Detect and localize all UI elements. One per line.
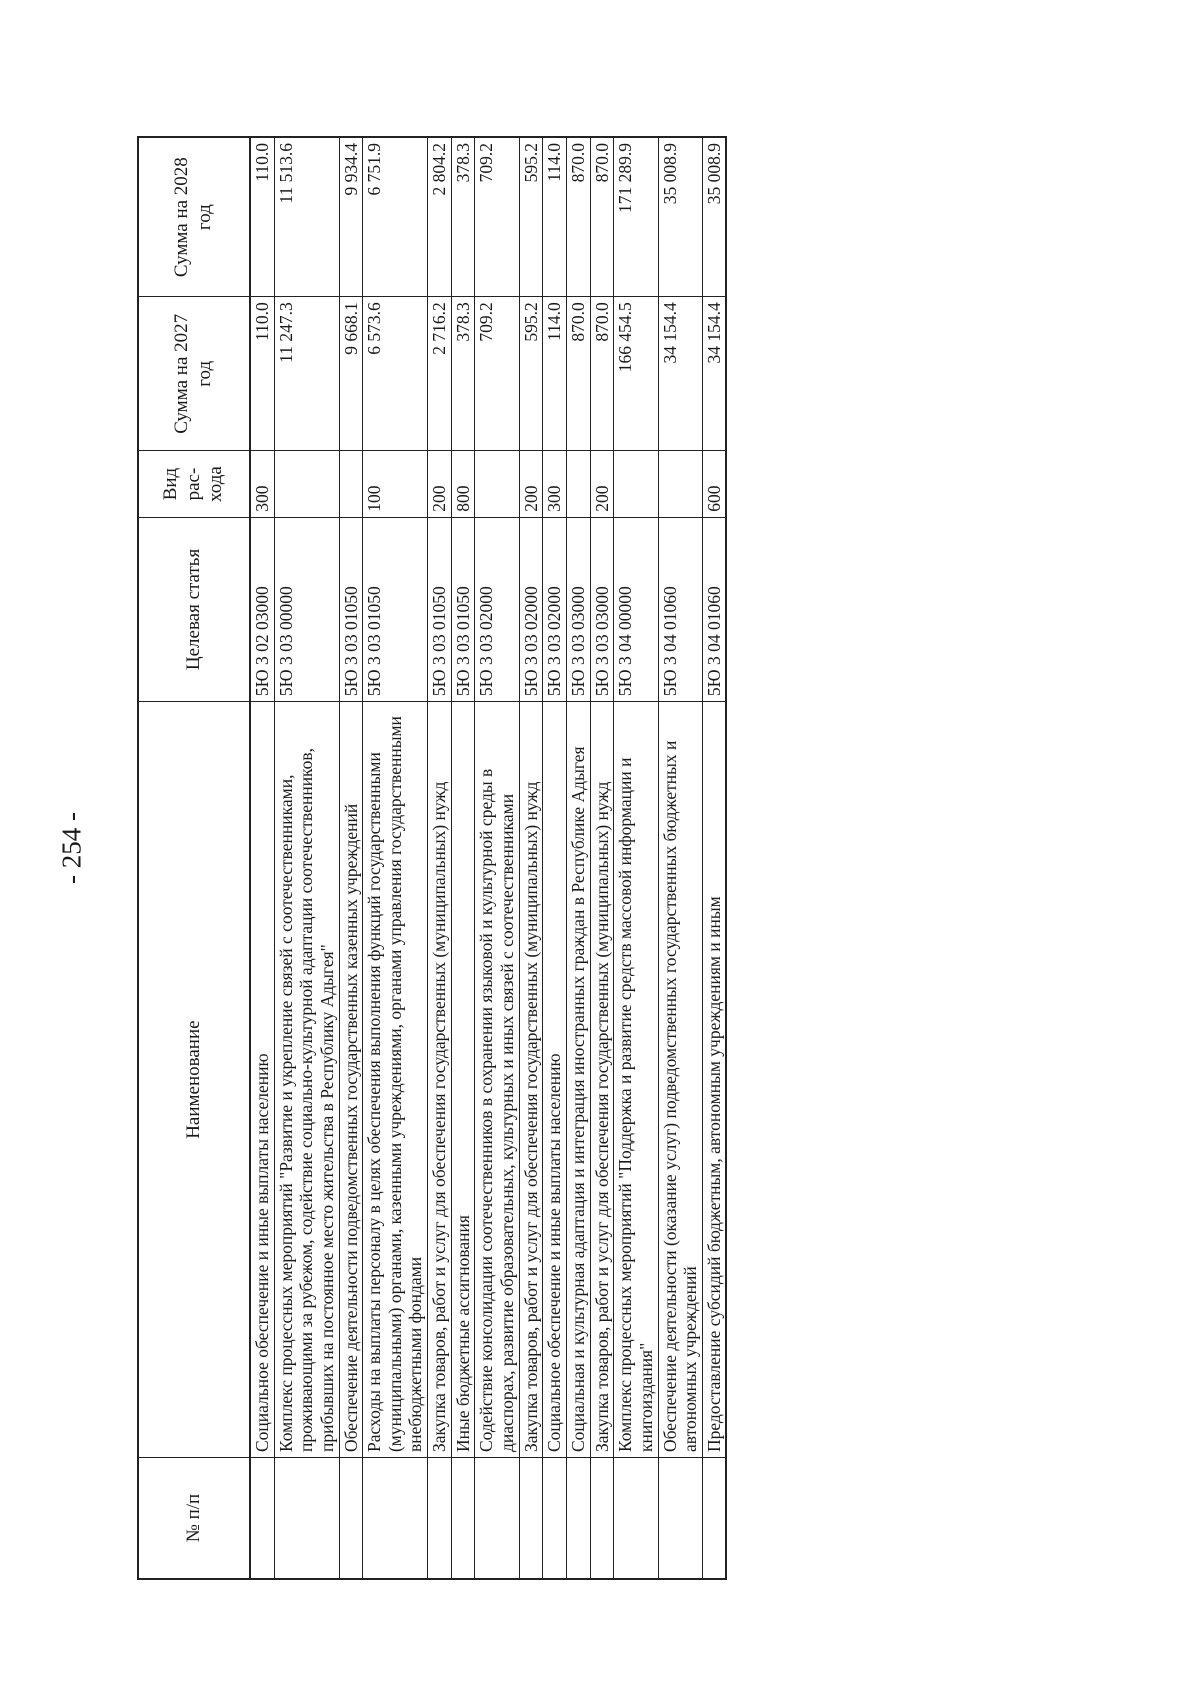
table-header-row [138, 137, 250, 1579]
table-row [566, 137, 590, 1579]
row-number [428, 1458, 452, 1579]
row-code: 5Ю 3 03 03000 [590, 517, 614, 701]
row-sum-2028: 11 513.6 [274, 137, 339, 297]
row-code: 5Ю 3 03 01050 [363, 517, 428, 701]
row-sum-2027: 34 154.4 [658, 297, 702, 451]
table-row [339, 137, 363, 1579]
row-number [614, 1458, 658, 1579]
row-sum-2028: 114.0 [543, 137, 567, 297]
row-vid [274, 451, 339, 517]
row-number [702, 1458, 726, 1579]
table-row [428, 137, 452, 1579]
row-number [451, 1458, 475, 1579]
row-sum-2027: 378.3 [451, 297, 475, 451]
row-number [339, 1458, 363, 1579]
table-row [451, 137, 475, 1579]
row-sum-2028: 870.0 [590, 137, 614, 297]
row-name: Комплекс процессных мероприятий "Поддержка и развитие средств массовой информации и книгоиздания" [614, 702, 658, 1458]
row-vid: 800 [451, 451, 475, 517]
row-code: 5Ю 3 03 02000 [543, 517, 567, 701]
row-sum-2027: 9 668.1 [339, 297, 363, 451]
row-vid [566, 451, 590, 517]
row-vid [658, 451, 702, 517]
row-number [475, 1458, 519, 1579]
row-sum-2028: 171 289.9 [614, 137, 658, 297]
header-code: Целевая статья [138, 517, 250, 701]
table-row [590, 137, 614, 1579]
row-code: 5Ю 3 03 03000 [566, 517, 590, 701]
row-sum-2027: 870.0 [566, 297, 590, 451]
row-sum-2028: 35 008.9 [658, 137, 702, 297]
row-number [590, 1458, 614, 1579]
row-vid: 300 [250, 451, 274, 517]
table-row [475, 137, 519, 1579]
row-sum-2027: 110.0 [250, 297, 274, 451]
row-name: Содействие консолидации соотечественников в сохранении языковой и культурной среды в диаспорах, развитие образовательных, культурных и иных связей с соотечественниками [475, 702, 519, 1458]
row-name: Иные бюджетные ассигнования [451, 702, 475, 1458]
row-number [519, 1458, 543, 1579]
header-vid: Вид рас- хода [138, 451, 250, 517]
row-name: Социальное обеспечение и иные выплаты населению [250, 702, 274, 1458]
row-number [363, 1458, 428, 1579]
row-code: 5Ю 3 03 01050 [451, 517, 475, 701]
table-row [363, 137, 428, 1579]
row-sum-2028: 378.3 [451, 137, 475, 297]
row-sum-2027: 114.0 [543, 297, 567, 451]
row-number [274, 1458, 339, 1579]
row-sum-2027: 11 247.3 [274, 297, 339, 451]
header-sum-2028: Сумма на 2028 год [138, 137, 250, 297]
table-row [519, 137, 543, 1579]
row-sum-2028: 870.0 [566, 137, 590, 297]
table-row [614, 137, 658, 1579]
row-number [658, 1458, 702, 1579]
row-number [250, 1458, 274, 1579]
row-name: Комплекс процессных мероприятий "Развитие и укрепление связей с соотечественниками, проживающими за рубежом, содействие социально-культурной адаптации соотечественников, прибывших на постоянное место жительства в Республику Адыгея" [274, 702, 339, 1458]
page-number: - 254 - [56, 812, 87, 884]
table-row [543, 137, 567, 1579]
row-vid: 200 [428, 451, 452, 517]
row-sum-2027: 709.2 [475, 297, 519, 451]
row-name: Закупка товаров, работ и услуг для обеспечения государственных (муниципальных) нужд [590, 702, 614, 1458]
row-sum-2028: 595.2 [519, 137, 543, 297]
row-sum-2028: 110.0 [250, 137, 274, 297]
row-sum-2027: 870.0 [590, 297, 614, 451]
row-code: 5Ю 3 03 01050 [428, 517, 452, 701]
row-sum-2027: 2 716.2 [428, 297, 452, 451]
row-name: Обеспечение деятельности (оказание услуг) подведомственных государственных бюджетных и автономных учреждений [658, 702, 702, 1458]
row-number [543, 1458, 567, 1579]
row-code: 5Ю 3 04 00000 [614, 517, 658, 701]
table-row [658, 137, 702, 1579]
row-code: 5Ю 3 04 01060 [702, 517, 726, 701]
row-sum-2027: 595.2 [519, 297, 543, 451]
table-row [702, 137, 726, 1579]
budget-table-container [137, 136, 727, 1580]
row-code: 5Ю 3 03 01050 [339, 517, 363, 701]
row-code: 5Ю 3 03 00000 [274, 517, 339, 701]
row-sum-2027: 166 454.5 [614, 297, 658, 451]
row-vid: 200 [519, 451, 543, 517]
row-code: 5Ю 3 02 03000 [250, 517, 274, 701]
row-vid [475, 451, 519, 517]
row-name: Обеспечение деятельности подведомственных государственных казенных учреждений [339, 702, 363, 1458]
row-code: 5Ю 3 03 02000 [475, 517, 519, 701]
header-sum-2027: Сумма на 2027 год [138, 297, 250, 451]
row-vid: 300 [543, 451, 567, 517]
row-vid: 200 [590, 451, 614, 517]
row-vid [614, 451, 658, 517]
row-name: Социальное обеспечение и иные выплаты населению [543, 702, 567, 1458]
row-sum-2028: 2 804.2 [428, 137, 452, 297]
row-sum-2028: 6 751.9 [363, 137, 428, 297]
row-code: 5Ю 3 04 01060 [658, 517, 702, 701]
row-sum-2028: 35 008.9 [702, 137, 726, 297]
row-sum-2027: 6 573.6 [363, 297, 428, 451]
row-vid: 600 [702, 451, 726, 517]
row-sum-2027: 34 154.4 [702, 297, 726, 451]
row-sum-2028: 709.2 [475, 137, 519, 297]
row-code: 5Ю 3 03 02000 [519, 517, 543, 701]
row-name: Социальная и культурная адаптация и интеграция иностранных граждан в Республике Адыгея [566, 702, 590, 1458]
row-name: Закупка товаров, работ и услуг для обеспечения государственных (муниципальных) нужд [428, 702, 452, 1458]
table-row [250, 137, 274, 1579]
row-vid: 100 [363, 451, 428, 517]
budget-table [137, 136, 727, 1580]
row-sum-2028: 9 934.4 [339, 137, 363, 297]
header-num: № п/п [138, 1458, 250, 1579]
row-name: Предоставление субсидий бюджетным, автономным учреждениям и иным [702, 702, 726, 1458]
row-name: Закупка товаров, работ и услуг для обеспечения государственных (муниципальных) нужд [519, 702, 543, 1458]
row-name: Расходы на выплаты персоналу в целях обеспечения выполнения функций государственными (муниципальными) органами, казенными учреждениями, органами управления государственными внебюджетными фондами [363, 702, 428, 1458]
table-row [274, 137, 339, 1579]
row-number [566, 1458, 590, 1579]
row-vid [339, 451, 363, 517]
header-name: Наименование [138, 702, 250, 1458]
